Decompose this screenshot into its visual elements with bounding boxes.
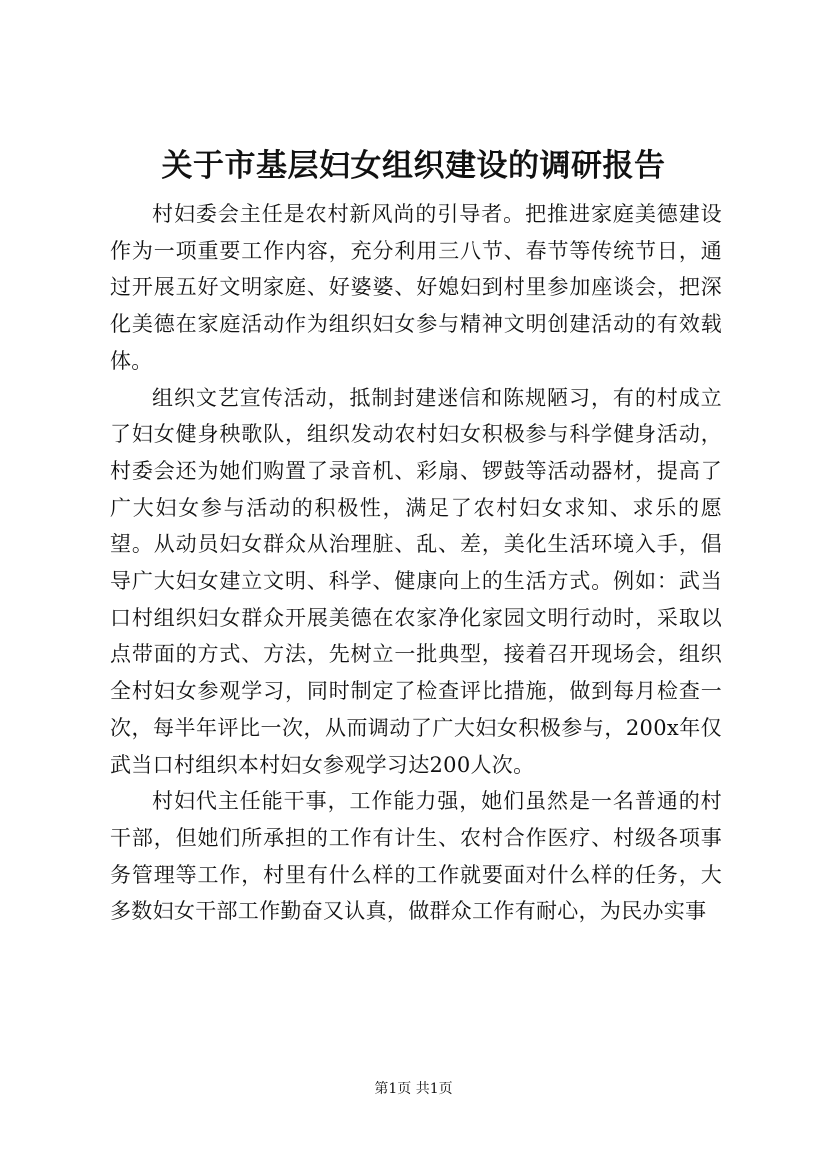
paragraph-3: 村妇代主任能干事，工作能力强，她们虽然是一名普通的村干部，但她们所承担的工作有计生、农村合作医疗、村级各项事务管理等工作，村里有什么样的工作就要面对什么样的任务，大多数妇女干部工作勤奋又认真，做群众工作有耐心，为民办实事 bbox=[110, 789, 722, 924]
document-body bbox=[110, 196, 722, 930]
paragraph-2: 组织文艺宣传活动，抵制封建迷信和陈规陋习，有的村成立了妇女健身秧歌队，组织发动农村妇女积极参与科学健身活动，村委会还为她们购置了录音机、彩扇、锣鼓等活动器材，提高了广大妇女参与活动的积极性，满足了农村妇女求知、求乐的愿望。从动员妇女群众从治理脏、乱、差，美化生活环境入手，倡导广大妇女建立文明、科学、健康向上的生活方式。例如：武当口村组织妇女群众开展美德在农家净化家园文明行动时，采取以点带面的方式、方法，先树立一批典型，接着召开现场会，组织全村妇女参观学习，同时制定了检查评比措施，做到每月检查一次，每半年评比一次，从而调动了广大妇女积极参与，200x年仅武当口村组织本村妇女参观学习达200人次。 bbox=[110, 385, 722, 777]
paragraph-1: 村妇委会主任是农村新风尚的引导者。把推进家庭美德建设作为一项重要工作内容，充分利用三八节、春节等传统节日，通过开展五好文明家庭、好婆婆、好媳妇到村里参加座谈会，把深化美德在家庭活动作为组织妇女参与精神文明创建活动的有效载体。 bbox=[110, 202, 722, 373]
page-footer: 第1页 共1页 bbox=[374, 1081, 453, 1097]
document-title: 关于市基层妇女组织建设的调研报告 bbox=[161, 148, 666, 184]
